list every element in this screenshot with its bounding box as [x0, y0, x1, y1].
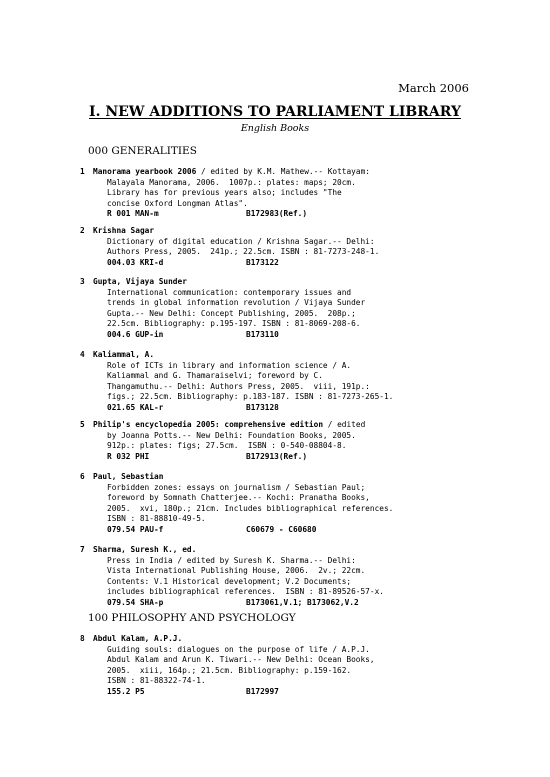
- entry-description: [107, 556, 384, 598]
- entry-line: Vista International Publishing House, 2006. 2v.; 22cm.: [107, 566, 366, 576]
- call-number: 004.03 KRI-d: [107, 257, 164, 267]
- entry-heading-rest: / edited by K.M. Mathew.-- Kottayam:: [196, 167, 370, 176]
- entry-line: trends in global information revolution / Vijaya Sunder: [107, 298, 366, 308]
- entry-heading: [93, 226, 154, 237]
- entry-number: 1: [80, 167, 85, 176]
- page-subtitle: English Books: [240, 123, 310, 134]
- entry-line: foreword by Somnath Chatterjee.-- Kochi: Pranatha Books,: [107, 493, 370, 503]
- entry-title: Gupta, Vijaya Sunder: [93, 277, 187, 286]
- entry-number: 5: [80, 420, 85, 429]
- accession-number: C60679 - C60680: [246, 525, 317, 534]
- page-title-text: I. NEW ADDITIONS TO PARLIAMENT LIBRARY: [89, 104, 461, 120]
- entry-line: Contents: V.1 Historical development; V.2 Documents;: [107, 576, 352, 586]
- accession-number: B172983(Ref.): [246, 209, 308, 219]
- accession-number: B172913(Ref.): [246, 451, 308, 461]
- entry-title: Manorama yearbook 2006: [93, 167, 197, 176]
- accession-number: B173128: [246, 403, 279, 412]
- issue-date: March 2006: [398, 81, 469, 95]
- accession-number: B172997: [246, 687, 279, 696]
- entry-line: Guiding souls: dialogues on the purpose of life / A.P.J.: [107, 644, 370, 654]
- entry-number: 3: [80, 277, 85, 286]
- call-number: R 032 PHI: [107, 451, 150, 461]
- entry-line: Role of ICTs in library and information science / A.: [107, 360, 352, 370]
- entry-number: 2: [80, 226, 85, 235]
- entry-description: [107, 645, 375, 687]
- page-title: [0, 104, 550, 120]
- entry-line: Gupta.-- New Delhi: Concept Publishing, 2005. 208p.;: [107, 308, 356, 318]
- entry-line: by Joanna Potts.-- New Delhi: Foundation Books, 2005.: [107, 430, 356, 440]
- entry-heading: [93, 167, 370, 178]
- entry-line: 912p.: plates: figs; 27.5cm. ISBN : 0-540-08804-8.: [107, 441, 347, 451]
- entry-heading: [93, 277, 187, 288]
- entry-line: Thangamuthu.-- Delhi: Authors Press, 2005. viii, 191p.:: [107, 381, 370, 391]
- accession-number: B173061,V.1; B173062,V.2: [246, 598, 359, 607]
- entry-title: Philip's encyclopedia 2005: comprehensive edition: [93, 420, 324, 429]
- entry-line: ISBN : 81-88810-49-5.: [107, 514, 206, 524]
- entry-number: 8: [80, 634, 85, 643]
- entry-heading: [93, 634, 182, 645]
- entry-number: 6: [80, 472, 85, 481]
- entry-line: 2005. xiii, 164p.; 21.5cm. Bibliography: p.159-162.: [107, 665, 352, 675]
- entry-line: figs.; 22.5cm. Bibliography: p.183-187. ISBN : 81-7273-265-1.: [107, 392, 394, 402]
- entry-description: [107, 237, 379, 258]
- entry-title: Kaliammal, A.: [93, 350, 155, 359]
- entry-number: 4: [80, 350, 85, 359]
- entry-line: 2005. xvi, 180p.; 21cm. Includes bibliographical references.: [107, 503, 394, 513]
- entry-title: Krishna Sagar: [93, 226, 155, 235]
- entry-title: Paul, Sebastian: [93, 472, 164, 481]
- entry-line: Kaliammal and G. Thamaraiselvi; foreword by C.: [107, 371, 323, 381]
- entry-line: 22.5cm. Bibliography: p.195-197. ISBN : 81-8069-208-6.: [107, 319, 361, 329]
- call-number: 021.65 KAL-r: [107, 403, 164, 412]
- entry-description: [107, 288, 365, 330]
- call-number: 155.2 P5: [107, 687, 145, 696]
- entry-line: Malayala Manorama, 2006. 1007p.: plates: maps; 20cm.: [107, 177, 356, 187]
- entry-line: Press in India / edited by Suresh K. Sharma.-- Delhi:: [107, 555, 356, 565]
- entry-line: Forbidden zones: essays on journalism / Sebastian Paul;: [107, 482, 366, 492]
- entry-line: ISBN : 81-88322-74-1.: [107, 676, 206, 686]
- entry-line: International communication: contemporary issues and: [107, 287, 352, 297]
- entry-number: 7: [80, 545, 85, 554]
- entry-description: [107, 483, 393, 525]
- entry-heading: [93, 350, 154, 361]
- entry-line: Abdul Kalam and Arun K. Tiwari.-- New Delhi: Ocean Books,: [107, 655, 375, 665]
- entry-description: [107, 178, 356, 210]
- entry-description: [107, 431, 356, 452]
- section-heading: 000 GENERALITIES: [88, 145, 197, 157]
- call-number: 079.54 SHA-p: [107, 598, 164, 607]
- entry-line: Dictionary of digital education / Krishna Sagar.-- Delhi:: [107, 236, 375, 246]
- entry-line: concise Oxford Longman Atlas".: [107, 198, 248, 208]
- accession-number: B173122: [246, 257, 279, 267]
- entry-heading: [93, 472, 163, 483]
- entry-line: Authors Press, 2005. 241p.; 22.5cm. ISBN : 81-7273-248-1.: [107, 247, 380, 257]
- entry-description: [107, 361, 393, 403]
- call-number: 004.6 GUP-in: [107, 330, 164, 339]
- accession-number: B173110: [246, 330, 279, 339]
- entry-heading-rest: / edited: [323, 420, 366, 429]
- call-number: 079.54 PAU-f: [107, 525, 164, 534]
- call-number: R 001 MAN-m: [107, 209, 159, 219]
- entry-heading: [93, 545, 196, 556]
- entry-heading: [93, 420, 365, 431]
- entry-line: includes bibliographical references. ISBN : 81-89526-57-x.: [107, 587, 384, 597]
- entry-line: Library has for previous years also; includes "The: [107, 188, 342, 198]
- entry-title: Abdul Kalam, A.P.J.: [93, 634, 183, 643]
- entry-title: Sharma, Suresh K., ed.: [93, 545, 197, 554]
- section-heading: 100 PHILOSOPHY AND PSYCHOLOGY: [88, 612, 296, 624]
